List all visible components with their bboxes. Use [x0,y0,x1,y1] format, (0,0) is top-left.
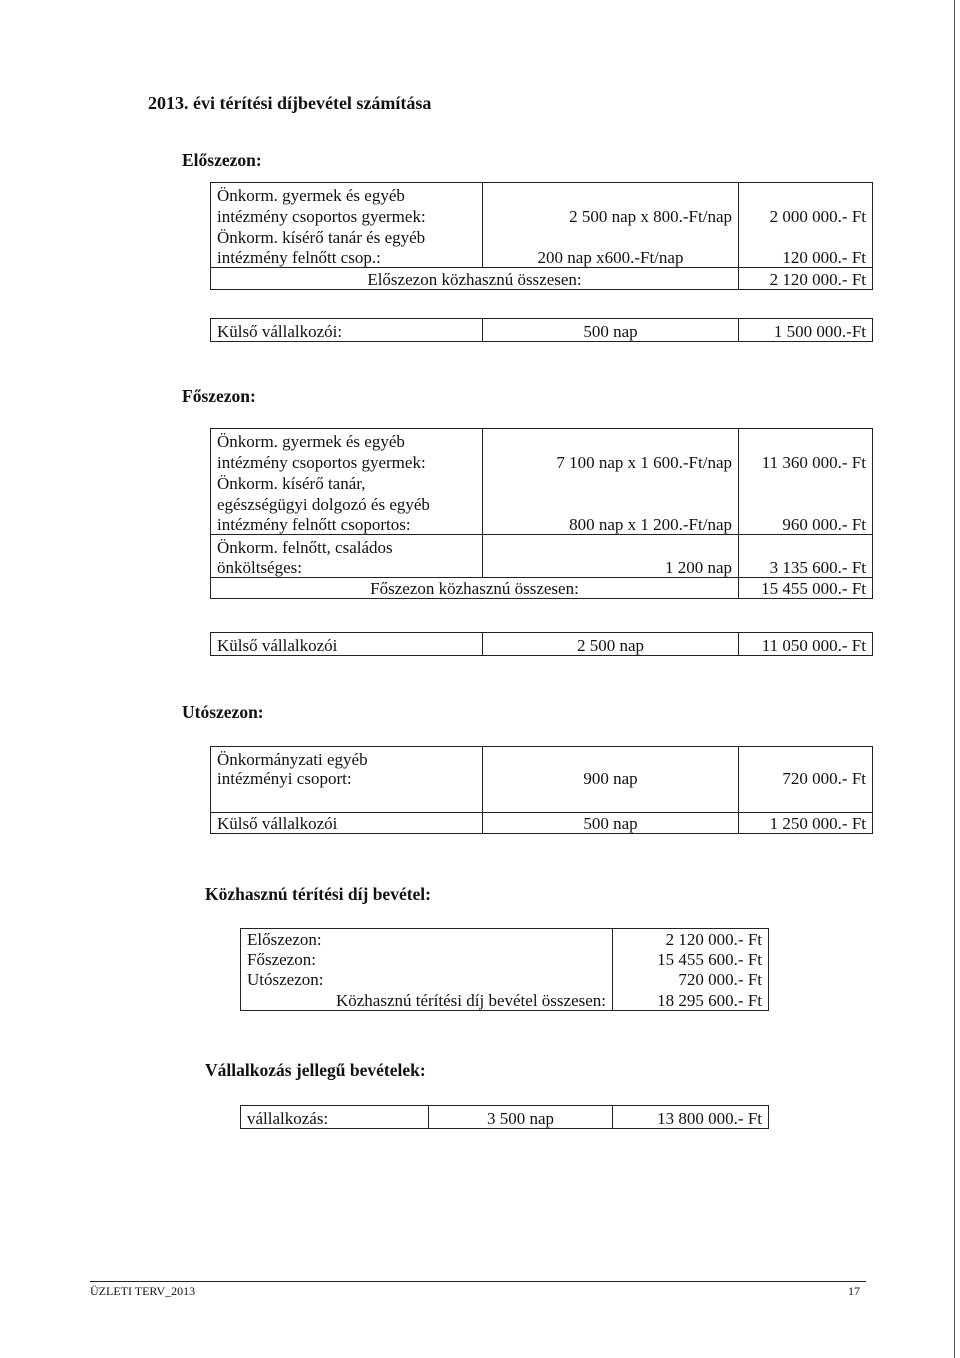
utoszezon-row1-days: 900 nap [483,769,739,813]
eloszezon-row1-label-1: Önkorm. gyermek és egyéb [211,183,483,205]
footer-doc-name: ÜZLETI TERV_2013 [90,1284,196,1298]
utoszezon-row1-label-1: Önkormányzati egyéb [211,747,483,769]
utoszezon-kulso-days: 500 nap [483,813,739,834]
vallalkozas-amount: 13 800 000.- Ft [613,1106,769,1129]
kozhasznu-total-amount: 18 295 600.- Ft [613,989,769,1011]
eloszezon-kulso-amount: 1 500 000.-Ft [739,319,873,342]
foszezon-row2-label-1: Önkorm. kísérő tanár, [211,472,483,493]
vallalkozas-label: vállalkozás: [241,1106,429,1129]
eloszezon-kulso-table [210,318,873,342]
foszezon-row2-amount: 960 000.- Ft [739,514,873,535]
footer-page-number: 17 [848,1284,860,1298]
foszezon-row3-amount: 3 135 600.- Ft [739,557,873,578]
foszezon-kulso-label: Külső vállalkozói [211,633,483,656]
foszezon-row1-calc: 7 100 nap x 1 600.-Ft/nap [483,451,739,472]
utoszezon-heading: Utószezon: [182,702,264,722]
foszezon-row1-label-1: Önkorm. gyermek és egyéb [211,429,483,451]
eloszezon-row1-amount: 2 000 000.- Ft [739,205,873,226]
kozhasznu-heading: Közhasznú térítési díj bevétel: [205,884,431,904]
foszezon-row1-label-2: intézmény csoportos gyermek: [211,451,483,472]
kozhasznu-table [240,928,769,1011]
utoszezon-kulso-label: Külső vállalkozói [211,813,483,834]
eloszezon-row2-amount: 120 000.- Ft [739,247,873,268]
kozhasznu-row-label: Előszezon: [241,929,613,949]
foszezon-row3-label-2: önköltséges: [211,557,483,578]
kozhasznu-row-label: Utószezon: [241,969,613,989]
eloszezon-row2-calc: 200 nap x600.-Ft/nap [483,247,739,268]
foszezon-row2-label-2: egészségügyi dolgozó és egyéb [211,493,483,514]
foszezon-kulso-amount: 11 050 000.- Ft [739,633,873,656]
page-title: 2013. évi térítési díjbevétel számítása [148,93,432,113]
kozhasznu-row-amount: 720 000.- Ft [613,969,769,989]
kozhasznu-total-label: Közhasznú térítési díj bevétel összesen: [241,989,613,1011]
utoszezon-table [210,746,873,834]
foszezon-kulso-days: 2 500 nap [483,633,739,656]
foszezon-total-amount: 15 455 000.- Ft [739,578,873,599]
eloszezon-row2-label-2: intézmény felnőtt csop.: [211,247,483,268]
kozhasznu-row-amount: 2 120 000.- Ft [613,929,769,949]
utoszezon-row1-amount: 720 000.- Ft [739,769,873,813]
foszezon-kulso-table [210,632,873,656]
eloszezon-row2-label-1: Önkorm. kísérő tanár és egyéb [211,226,483,247]
vallalkozas-days: 3 500 nap [429,1106,613,1129]
footer-rule [90,1281,866,1282]
eloszezon-row1-calc: 2 500 nap x 800.-Ft/nap [483,205,739,226]
kozhasznu-row-label: Főszezon: [241,949,613,969]
foszezon-table [210,428,873,599]
foszezon-heading: Főszezon: [182,386,256,406]
utoszezon-kulso-amount: 1 250 000.- Ft [739,813,873,834]
eloszezon-total-amount: 2 120 000.- Ft [739,268,873,290]
foszezon-row3-label-1: Önkorm. felnőtt, családos [211,535,483,557]
eloszezon-heading: Előszezon: [182,150,262,170]
foszezon-row2-label-3: intézmény felnőtt csoportos: [211,514,483,535]
eloszezon-table [210,182,873,290]
foszezon-row2-calc: 800 nap x 1 200.-Ft/nap [483,514,739,535]
eloszezon-total-label: Előszezon közhasznú összesen: [211,268,739,290]
eloszezon-kulso-label: Külső vállalkozói: [211,319,483,342]
eloszezon-row1-label-2: intézmény csoportos gyermek: [211,205,483,226]
foszezon-total-label: Főszezon közhasznú összesen: [211,578,739,599]
utoszezon-row1-label-2: intézményi csoport: [211,769,483,813]
vallalkozas-heading: Vállalkozás jellegű bevételek: [205,1060,426,1080]
vallalkozas-table [240,1105,769,1129]
kozhasznu-row-amount: 15 455 600.- Ft [613,949,769,969]
foszezon-row1-amount: 11 360 000.- Ft [739,451,873,472]
eloszezon-kulso-days: 500 nap [483,319,739,342]
scan-edge-line [954,0,955,1358]
foszezon-row3-calc: 1 200 nap [483,557,739,578]
